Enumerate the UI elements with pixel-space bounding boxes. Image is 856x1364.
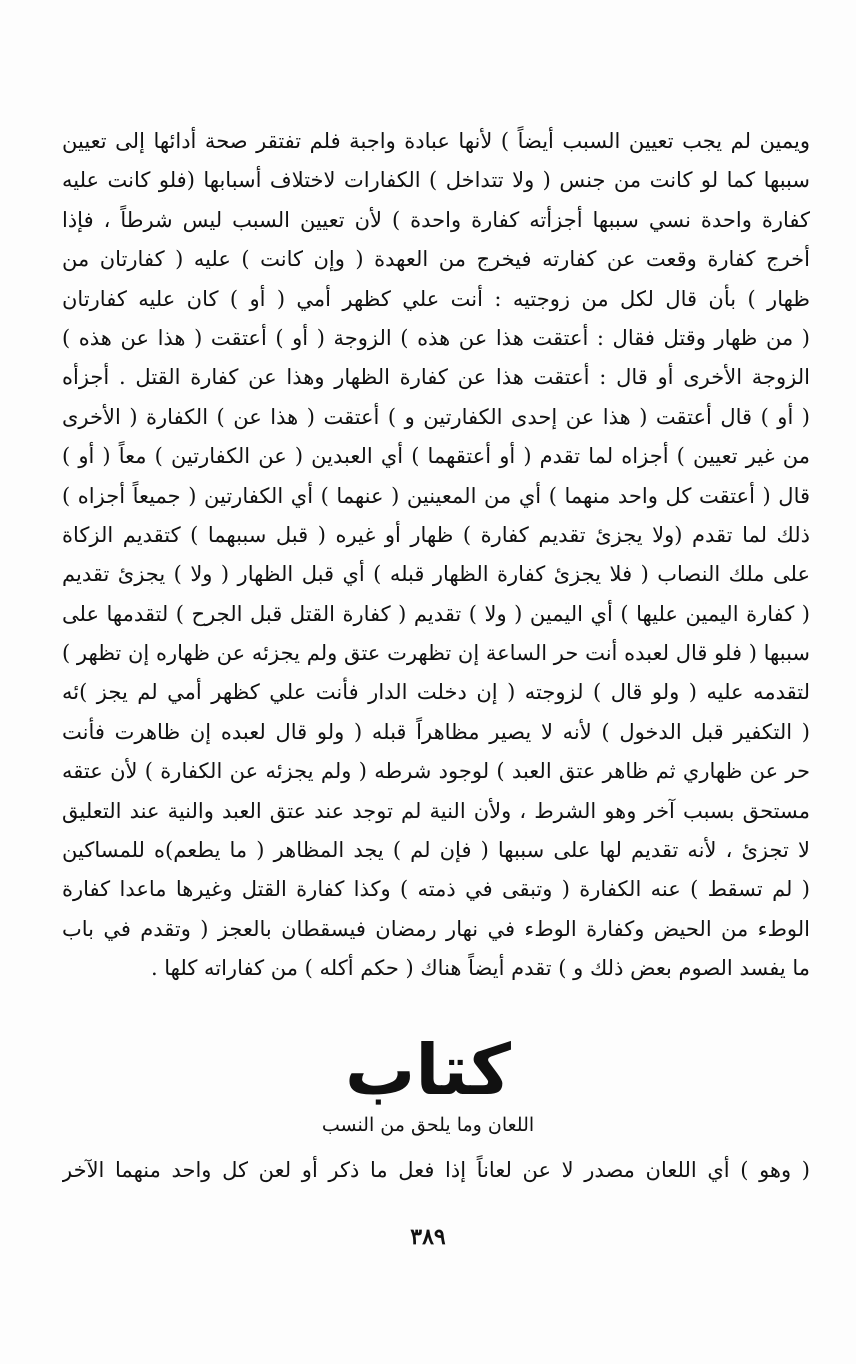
text-line: ( لم تسقط ) عنه الكفارة ( وتبقى في ذمته ) وكذا كفارة القتل وغيرها ماعدا كفارة [62,877,810,902]
text-line: قال ( أعتقت كل واحد منهما ) أي من المعينين ( عنهما ) أي الكفارتين ( جميعاً أجزاه ) [62,483,810,508]
book-subtitle: اللعان وما يلحق من النسب [321,1114,535,1136]
text-line-last: ما يفسد الصوم بعض ذلك و ) تقدم أيضاً هناك ( حكم أكله ) من كفاراته كلها . [150,956,810,981]
text-line: لتقدمه عليه ( ولو قال ) لزوجته ( إن دخلت الدار فأنت علي كظهر أمي لم يجز )ئه [62,680,810,705]
text-line: ( أو ) قال أعتقت ( هذا عن إحدى الكفارتين و ) أعتقت ( هذا عن ) الكفارة ( الأخرى [62,404,810,429]
text-line: سببها ( فلو قال لعبده أنت حر الساعة إن تظهرت عتق ولم يجزئه عن ظهاره إن تظهر ) [62,641,810,666]
text-line: ( التكفير قبل الدخول ) لأنه لا يصير مظاهراً قبله ( ولو قال لعبده إن ظاهرت فأنت [62,719,810,744]
text-line: على ملك النصاب ( فلا يجزئ كفارة الظهار قبله ) أي قبل الظهار ( ولا ) يجزئ تقديم [62,562,810,587]
text-line: أخرج كفارة وقعت عن كفارته فيخرج من العهدة ( وإن كانت ) عليه ( كفارتان من [62,247,810,272]
text-line: ظهار ) بأن قال لكل من زوجتيه : أنت علي كظهر أمي ( أو ) كان عليه كفارتان [62,286,810,311]
text-line: ويمين لم يجب تعيين السبب أيضاً ) لأنها عبادة واجبة فلم تفتقر صحة أدائها إلى تعيين [62,129,810,153]
text-line: ( من ظهار وقتل فقال : أعتقت هذا عن هذه ) الزوجة ( أو ) أعتقت ( هذا عن هذه ) [62,325,810,350]
text-line: لا تجزئ ، لأنه تقديم لها على سببها ( فإن لم ) يجد المظاهر ( ما يطعم)ه للمساكين [62,838,810,863]
text-line: الزوجة الأخرى أو قال : أعتقت هذا عن كفارة الظهار وهذا عن كفارة القتل . أجزأه [62,365,810,390]
book-heading: كتاب [345,1029,511,1111]
text-line: كفارة واحدة نسي سببها أجزأته كفارة واحدة ) لأن تعيين السبب ليس شرطاً ، فإذا [62,207,810,232]
text-line: حر عن ظهاري ثم ظاهر عتق العبد ) لوجود شرطه ( ولم يجزئه عن الكفارة ) لأن عتقه [62,759,810,784]
text-line: مستحق بسبب آخر وهو الشرط ، ولأن النية لم توجد عند عتق العبد والنية عند التعليق [62,798,810,823]
text-line: ( كفارة اليمين عليها ) أي اليمين ( ولا ) تقديم ( كفارة القتل قبل الجرح ) لتقدمها على [62,601,810,626]
page-number: ٣٨٩ [410,1224,446,1250]
body-text [62,122,810,989]
text-line: من غير تعيين ) أجزاه لما تقدم ( أو أعتقهما ) أي العبدين ( عن الكفارتين ) معاً ( أو ) [62,444,810,469]
text-line: ذلك لما تقدم (ولا يجزئ تقديم كفارة ) ظهار أو غيره ( قبل سببهما ) كتقديم الزكاة [62,522,810,547]
text-line: الوطء من الحيض وكفارة الوطء في نهار رمضان فيسقطان بالعجز ( وتقدم في باب [62,916,810,941]
intro-line: ( وهو ) أي اللعان مصدر لا عن لعاناً إذا فعل ما ذكر أو لعن كل واحد منهما الآخر [62,1158,810,1182]
text-line: سببها كما لو كانت من جنس ( ولا تتداخل ) الكفارات لاختلاف أسبابها (فلو كانت عليه [62,168,810,193]
